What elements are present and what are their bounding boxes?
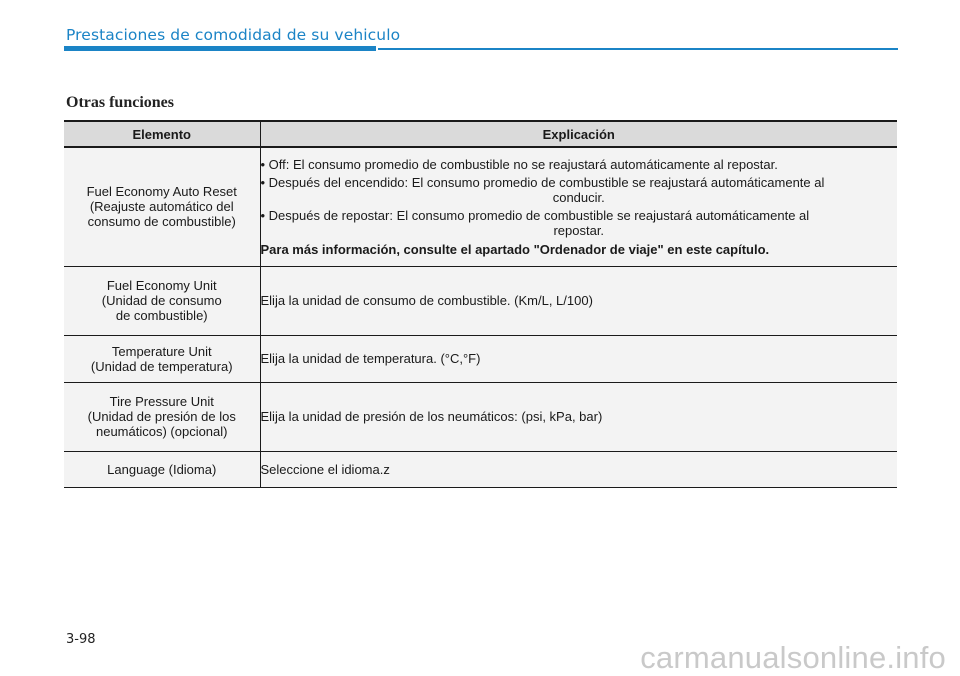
element-subtitle: de combustible) (115, 308, 208, 323)
element-subtitle: (Unidad de presión de los (87, 409, 236, 424)
watermark-text: carmanualsonline.info (640, 640, 946, 675)
explanation-cell (260, 147, 897, 266)
bullet-text: • Después del encendido: El consumo promedio de combustible se reajustará automáticamente al (260, 174, 825, 190)
bullet-item (261, 157, 898, 172)
element-cell (64, 266, 260, 335)
table-row-fuel-economy-auto-reset (64, 147, 897, 266)
element-name: Fuel Economy Unit (106, 278, 217, 293)
bullet-item (261, 208, 898, 238)
element-name: Fuel Economy Auto Reset (86, 184, 237, 200)
explanation-cell: Elija la unidad de presión de los neumáticos: (psi, kPa, bar) (260, 382, 897, 451)
element-subtitle: consumo de combustible) (87, 214, 236, 230)
element-cell (64, 147, 260, 266)
explanation-cell: Elija la unidad de consumo de combustible. (Km/L, L/100) (260, 266, 897, 335)
table-row-language (64, 451, 897, 487)
section-heading: Otras funciones (66, 94, 174, 111)
element-name: Temperature Unit (111, 343, 212, 359)
bullet-text: • Off: El consumo promedio de combustible no se reajustará automáticamente al repostar. (260, 156, 778, 172)
column-header-explanation: Explicación (260, 121, 897, 147)
element-subtitle: (Unidad de consumo (101, 293, 222, 308)
bullet-continuation: conducir. (552, 189, 605, 205)
settings-table (64, 120, 897, 488)
table-header-row (64, 121, 897, 147)
table-row-fuel-economy-unit (64, 266, 897, 335)
element-cell (64, 335, 260, 382)
element-subtitle: (Reajuste automático del (89, 199, 234, 215)
header-rule-thick (64, 46, 376, 51)
bullet-item (261, 175, 898, 205)
bullet-continuation: repostar. (553, 222, 605, 238)
element-subtitle: (Unidad de temperatura) (90, 358, 233, 374)
page-number: 3-98 (66, 632, 96, 647)
header-rule-thin (378, 48, 898, 50)
bullet-text: • Después de repostar: El consumo promedio de combustible se reajustará automáticamente al (260, 207, 810, 223)
explanation-cell: Seleccione el idioma.z (260, 451, 897, 487)
element-subtitle: neumáticos) (opcional) (95, 424, 228, 439)
column-header-element: Elemento (64, 121, 260, 147)
reference-note: Para más información, consulte el apartado "Ordenador de viaje" en este capítulo. (260, 241, 770, 257)
explanation-cell: Elija la unidad de temperatura. (°C,°F) (260, 335, 897, 382)
table-row-tire-pressure-unit (64, 382, 897, 451)
table-row-temperature-unit (64, 335, 897, 382)
element-name: Language (Idioma) (107, 461, 217, 477)
element-cell (64, 451, 260, 487)
element-cell (64, 382, 260, 451)
chapter-title: Prestaciones de comodidad de su vehiculo (66, 26, 401, 44)
element-name: Tire Pressure Unit (109, 394, 214, 409)
